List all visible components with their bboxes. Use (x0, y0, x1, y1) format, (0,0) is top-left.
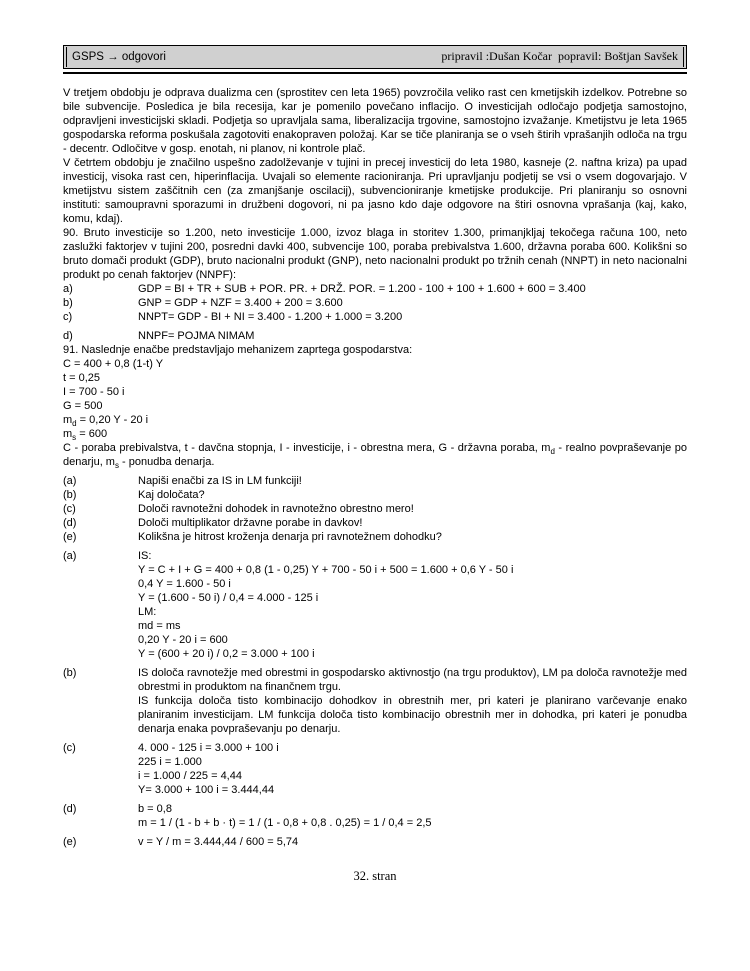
symbol-legend: C - poraba prebivalstva, t - davčna stopnja, I - investicije, i - obrestna mera, G - državna poraba, $m_d$ - realno povpraševanje po denarju, $m_s$ - ponudba denarja. (63, 442, 687, 471)
task90-item-d (63, 329, 687, 343)
equation-money-supply: $m_s = 600$ (63, 428, 108, 443)
page-number: 32. stran (353, 869, 397, 883)
header-title: GSPS → odgovori (72, 51, 166, 63)
answer-text (138, 666, 687, 736)
answer-paragraph: IS določa ravnotežje med obrestmi in gospodarsko aktivnostjo (na trgu produktov), LM pa določa ravnotežje med obrestmi in produktom na finančnem trgu. (138, 667, 687, 693)
item-label: (b) (63, 667, 77, 679)
answer-line: m = 1 / (1 - b + b · t) = 1 / (1 - 0,8 + 0,8 . 0,25) = 1 / 0,4 = 2,5 (138, 817, 432, 829)
item-label: b) (63, 297, 73, 309)
answer-block-e (63, 835, 687, 849)
header-credits: pripravil :Dušan Kočar popravil: Boštjan Savšek (441, 49, 678, 63)
paragraph-third-period: V tretjem obdobju je odprava dualizma cen (sprostitev cen leta 1965) povzročila veliko rast cen kmetijskih izdelkov. Potrebne so bile subvencije. Posledica je bila recesija, kar je pomenilo povečano inflacijo. O investicijah odločajo podjetja samostojno, odpravljeni investicijski skladi. Podjetja so upravljala sama, liberalizacija trgovine, samostojno izvažanje. Kmetijstvu je leta 1965 gospodarska reforma poskušala zagotoviti enakopraven položaj. Kar se tiče planiranja se o vseh štirih vprašanjih odloča na trgu - decentr. Odločitve v gosp. enotah, ni planov, ni kontrole plač. (63, 87, 687, 155)
equation-government: G = 500 (63, 400, 103, 412)
answer-text (138, 549, 687, 661)
item-label: (e) (63, 836, 77, 848)
task90-item-a (63, 282, 687, 296)
item-label: (e) (63, 531, 77, 543)
answer-block-c (63, 741, 687, 797)
answer-text (138, 835, 687, 849)
answer-line: v = Y / m = 3.444,44 / 600 = 5,74 (138, 836, 299, 848)
equation-tax-rate: t = 0,25 (63, 372, 101, 384)
item-text: Napiši enačbi za IS in LM funkciji! (138, 475, 302, 487)
paragraph-question-90: 90. Bruto investicije so 1.200, neto investicije 1.000, izvoz blaga in storitev 1.300, primanjkljaj tekočega računa 100, neto zaslužki faktorjev v tujini 200, posredni davki 400, subvencije 100, poraba prebivalstva 1.600, državna poraba 600. Kolikšni so bruto domači produkt (GDP), bruto nacionalni produkt (GNP), neto nacionalni produkt po tržnih cenah (NNPT) in neto nacionalni produkt po cenah faktorjev (NNPF): (63, 227, 687, 281)
question-list (63, 474, 687, 544)
answer-paragraph: IS funkcija določa tisto kombinacijo dohodkov in obrestnih mer, pri kateri je planirano varčevanje enako planiranim investicijam. LM funkcija določa tisto kombinacijo obrestnih mer in dohodka, pri kateri je ponudba denarja enaka povpraševanju po denarju. (138, 695, 687, 735)
question-item-d (63, 516, 687, 530)
answer-line: 0,20 Y - 20 i = 600 (138, 634, 228, 646)
answer-text (138, 802, 687, 830)
answer-line: 4. 000 - 125 i = 3.000 + 100 i (138, 742, 279, 754)
answer-block-b (63, 666, 687, 736)
document-body (63, 86, 687, 883)
answer-line: md = ms (138, 620, 181, 632)
equation-money-demand: $m_d = 0,20$ Y - 20 i (63, 414, 149, 429)
answer-line: Y = C + I + G = 400 + 0,8 (1 - 0,25) Y + 700 - 50 i + 500 = 1.600 + 0,6 Y - 50 i (138, 564, 514, 576)
question-item-b (63, 488, 687, 502)
item-text: Kaj določata? (138, 489, 205, 501)
item-label: c) (63, 311, 73, 323)
answer-block-a (63, 549, 687, 661)
item-label: (c) (63, 742, 76, 754)
item-label: a) (63, 283, 73, 295)
item-text: Določi multiplikator državne porabe in davkov! (138, 517, 363, 529)
answer-line: i = 1.000 / 225 = 4,44 (138, 770, 242, 782)
answer-line: 0,4 Y = 1.600 - 50 i (138, 578, 231, 590)
paragraph-fourth-period: V četrtem obdobju je značilno uspešno zadolževanje v tujini in precej investicij do leta 1980, kasneje (2. naftna kriza) pa upad investicij, visoka rast cen, hiperinflacija. Uvajali so elemente racioniranja. Pri upravljanju podjetij se vsi o vsem dogovarjajo. V kmetijstvu sistem zaščitnih cen (za zmanjšanje oscilacij), subvencioniranje kmetijske produkcije. Pri planiranju so osnovni instituti: samoupravni sporazumi in družbeni dogovori, ni pa jasno kdo daje odgovore na štiri osnovna vprašanja (kaj, kako, komu, kdaj). (63, 157, 687, 225)
item-label: (b) (63, 489, 77, 501)
question-item-e (63, 530, 687, 544)
page-header (63, 45, 687, 69)
item-text: Kolikšna je hitrost kroženja denarja pri ravnotežnem dohodku? (138, 531, 442, 543)
item-text: GDP = BI + TR + SUB + POR. PR. + DRŽ. POR. = 1.200 - 100 + 100 + 1.600 + 600 = 3.400 (138, 283, 586, 295)
item-label: (d) (63, 803, 77, 815)
answer-block-d (63, 802, 687, 830)
item-label: (a) (63, 475, 77, 487)
answer-line: 225 i = 1.000 (138, 756, 202, 768)
question-item-a (63, 474, 687, 488)
page-content (63, 45, 687, 883)
item-label: (c) (63, 503, 76, 515)
task90-item-b (63, 296, 687, 310)
answer-line: Y= 3.000 + 100 i = 3.444,44 (138, 784, 275, 796)
answer-line: b = 0,8 (138, 803, 172, 815)
answer-line: IS: (138, 550, 152, 562)
answer-line: LM: (138, 606, 157, 618)
answer-text (138, 741, 687, 797)
task90-item-c (63, 310, 687, 324)
item-text: NNPF= POJMA NIMAM (138, 330, 255, 342)
item-label: d) (63, 330, 73, 342)
page-header-inner (66, 47, 684, 67)
equation-consumption: C = 400 + 0,8 (1-t) Y (63, 358, 164, 370)
header-rule (63, 72, 687, 74)
item-text: NNPT= GDP - BI + NI = 3.400 - 1.200 + 1.000 = 3.200 (138, 311, 403, 323)
item-text: Določi ravnotežni dohodek in ravnotežno obrestno mero! (138, 503, 414, 515)
equation-investment: I = 700 - 50 i (63, 386, 125, 398)
item-text: GNP = GDP + NZF = 3.400 + 200 = 3.600 (138, 297, 343, 309)
answer-line: Y = (600 + 20 i) / 0,2 = 3.000 + 100 i (138, 648, 315, 660)
answer-line: Y = (1.600 - 50 i) / 0,4 = 4.000 - 125 i (138, 592, 319, 604)
item-label: (a) (63, 550, 77, 562)
item-label: (d) (63, 517, 77, 529)
question-item-c (63, 502, 687, 516)
question-91-intro: 91. Naslednje enačbe predstavljajo mehanizem zaprtega gospodarstva: (63, 344, 413, 356)
